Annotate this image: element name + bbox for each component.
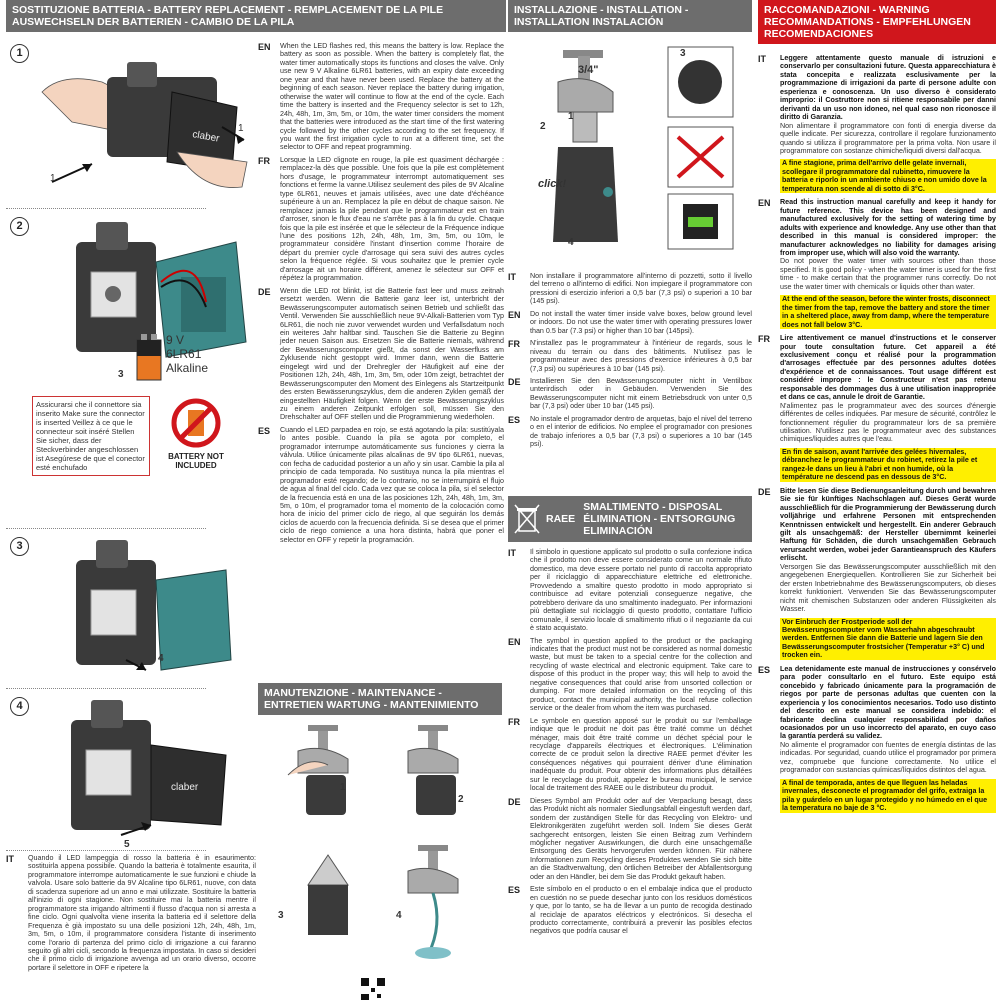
connector-callout: Assicurarsi che il connettore sia inserito Make sure the connector is inserted Veillez à ce que le connecteur soit inséré Stellen Sie sicher, dass der Steckverbinder angeschlossen ist Asegúrese de que el conector esté enchufado [32, 396, 150, 476]
step-separator [6, 208, 206, 209]
maint-step-4: 4 [396, 910, 402, 921]
maint-step-3: 3 [278, 910, 284, 921]
battery-type: 6LR61 [166, 347, 202, 361]
disposal-text-en: EN The symbol in question applied to the product or the packaging indicates that the product must not be considered as normal domestic waste, but must be taken to a special centre for the collection and recycling of waste electrical and electronic equipment. Take care to dispose of this product in the proper way; this will help to avoid the negative consequences that could arise from unsorted collection or dumping. For more detailed information on the recycling of this product, contact the municipal authority, the local refuse collection service or the dealer from whom the item was purchased. [508, 636, 752, 713]
brand-logo: claber [171, 782, 199, 793]
install-step-1: 1 [568, 111, 574, 122]
disposal-texts [508, 548, 752, 940]
step-number-2: 2 [10, 217, 29, 236]
weee-bin-icon [514, 503, 540, 535]
battery-not-included: BATTERY NOT INCLUDED [168, 452, 224, 470]
battery-header-line2: AUSWECHSELN DER BATTERIEN - CAMBIO DE LA PILA [12, 16, 295, 28]
maint-step-2: 2 [458, 794, 464, 805]
step1-illustration [32, 52, 252, 202]
battery-voltage: 9 V [166, 333, 185, 347]
arrow-label-3: 3 [118, 369, 124, 380]
install-step-2: 2 [540, 121, 546, 132]
step-number-1: 1 [10, 44, 29, 63]
click-label: click! [538, 178, 567, 190]
battery-section-header [6, 0, 506, 32]
disposal-text-it: IT Il simbolo in questione applicato sul prodotto o sulla confezione indica che il prodotto non deve essere considerato come un normale rifiuto domestico, ma deve essere portato nel punto di raccolta appropriato per il riciclaggio di apparecchiature elettriche ed elettroniche. Provvedendo a smaltire questo prodotto in modo appropriato si contribuisce ad evitare potenziali conseguenze negative, che potrebbero derivare da uno smaltimento inadeguato. Per informazioni più dettagliate sul riciclaggio di questo prodotto, contattare l'ufficio comunale, il servizio locale di smaltimento rifiuti o il negoziante da cui è stato acquistato. [508, 548, 752, 633]
maintenance-illustration [268, 715, 493, 965]
step-separator [6, 688, 206, 689]
disposal-text-fr: FR Le symbole en question apposé sur le produit ou sur l'emballage indique que le produit ne doit pas être traité comme un déchet ménager, mais doit être traité comme un déchet spécial pour le recyclage d'appareils électriques et électroniques. L'élimination correcte de ce produit selon la directive RAEE permet d'éviter les conséquences négatives qui pourraient dériver d'une élimination inadéquate du produit. Pour obtenir des informations plus détaillées sur le recyclage du produit, appelez le bureau municipal, le service local de traitement des RAEE ou le distributeur du produit. [508, 716, 752, 793]
install-text-en: EN Do not install the water timer inside valve boxes, below ground level or indoors. Do not use the water timer with operating pressures lower than 0.5 bar (7.3 psi) or higher than 10 bar (145psi). [508, 309, 752, 335]
warning-es-highlight: A final de temporada, antes de que lleguen las heladas invernales, desconecte el programador del grifo, extraiga la pila y guárdelo en un lugar protegido y no húmedo en el que la temperatura no baje de 3 °C. [780, 779, 996, 813]
battery-text-es: ES Cuando el LED parpadea en rojo, se está agotando la pila: sustitúyala lo antes posible. Cuando la pila se agota por completo, el programador interrumpe automáticamente sus funciones y cierra la válvula. Utilice únicamente pilas alcalinas de 9V tipo 6LR61, nuevas, con fecha de caducidad posterior a un año y sin usar. Cambie la pila al principio de cada temporada. No sustituya nunca la pila mientras el programador esté regando; de lo contrario, no se interrumpirá el flujo de agua al final del ciclo. Cada vez que se coloca la pila, si el selector de la frecuencia está en una de las posiciones 12h, 24h, 48h, 1m, 3m, 5m, o 10m, el programador toma el momento de la colocación como hora de inicio del primer ciclo de riego, al que seguirán los demás ciclos de acuerdo con la frecuencia definida. Si se desea que el primer ciclo de riego comience a una hora distinta, habrá que poner el selector en OFF y repetir la programación. [258, 425, 504, 544]
installation-illustration [518, 42, 743, 252]
battery-it-paragraph: Quando il LED lampeggia di rosso la batteria è in esaurimento: sostituirla appena possibile. Quando la batteria è totalmente esaurita, il programmatore interrompe automaticamente le sue funzioni e chiude la valvola. Usare solo batterie da 9V Alcaline tipo 6LR61, nuove, con data di scadenza superiore ad un anno e mai utilizzate. Sostituire la batteria all'inizio di ogni stagione. Non sostituire mai la batteria mentre il programmatore sta irrigando altrimenti il flusso d'acqua non si arresta a fine ciclo. Ogni qualvolta viene inserita la batteria ed il selettore della Frequenza è già impostato su una delle posizioni 12h, 24h, 48h, 1m, 3m, 5m, o 10m, il programmatore considera l'istante di inserimento come l'orario di partenza del primo ciclo di irrigazione a cui faranno seguito gli altri cicli, secondo la frequenza impostata. In caso si desideri che il primo ciclo di irrigazione avvenga ad un orario diverso, occorre portare il selettore in OFF e ripetere la [28, 854, 256, 972]
battery-text-it [6, 854, 256, 972]
installation-header: INSTALLAZIONE - INSTALLATION - INSTALLATION INSTALACIÓN [508, 0, 752, 32]
disposal-text-de: DE Dieses Symbol am Produkt oder auf der Verpackung besagt, dass das Produkt nicht als normaler Siedlungsabfall eingestuft werden darf, sondern der zuständigen Stelle für das Recycling von Elektro- und Elektronikgeräten zugeführt werden soll. Indem Sie dieses Gerät sachgerecht entsorgen, leisten Sie einen Beitrag zum Verhindern möglicher negativer Auswirkungen, die durch eine unsachgemäße Entsorgung des Geräts hervorgerufen werden können. Für nähere Informationen zum Recycling dieses Produktes wenden Sie sich bitte an die Stadtverwaltung, den örtlichen Betreiber der Abfallentsorgung oder an den Händler, bei dem Sie das Produkt gekauft haben. [508, 796, 752, 881]
maintenance-section [258, 683, 502, 1000]
install-text-es: ES No instale el programador dentro de arquetas, bajo el nivel del terreno o en el interior de edificios. No emplee el programador con presiones de trabajo inferiores a 0,5 bar (7,3 psi) o superiores a 10 bar (145 psi). [508, 414, 752, 449]
disposal-badge: RAEE [546, 513, 576, 525]
battery-chemistry: Alkaline [166, 361, 209, 375]
install-text-it: IT Non installare il programmatore all'interno di pozzetti, sotto il livello del terreno o all'interno di edifici. Non impiegare il programmatore con pressioni di esercizio inferiori a 0,5 bar (7,3 psi) o superiori a 10 bar (145 psi). [508, 272, 752, 306]
step-number-4: 4 [10, 697, 29, 716]
qr-code-icon [360, 977, 386, 1000]
install-text-de: DE Installieren Sie den Bewässerungscomputer nicht in Ventilbox unterirdisch oder in Gebäuden. Verwenden Sie des Bewässerungscomputer nicht mit einem Betriebsdruck von unter 0,5 bar (7,3 psi) oder über 10 bar (145 psi). [508, 376, 752, 411]
warning-it: IT Leggere attentamente questo manuale di istruzioni e conservarlo per consultazioni future. Questa apparecchiatura è stata concepita e realizzata esclusivamente per la programmazione di irrigazioni da parte di persone adulte con esperienza e conoscenza. Un uso diverso è considerato improprio: il Costruttore non si ritiene responsabile per danni derivanti da un uso non idoneo, nel qual caso non riconosce il diritto di Garanzia. Non alimentare il programmatore con fonti di energia diverse da quelle indicate. Per sicurezza, controllare il regolare funzionamento quando si utilizza il programmatore per la prima volta. Non usare il programmatore con sostanze chimiche/liquidi diversi dall'acqua. A fine stagione, prima dell'arrivo delle gelate invernali, scollegare il programmatore dal rubinetto, rimuovere la batteria e riporlo in un ambiente chiuso e non umido dove la temperatura non scende al di sotto di 3°C. [758, 54, 996, 193]
warning-de: DE Bitte lesen Sie diese Bedienungsanleitung durch und bewahren Sie sie für künftiges Nachschlagen auf. Dieses Gerät wurde ausschließlich für die Programmierung der Bewässerung durch volljährige und erfahrene Personen mit entsprechenden Kenntnissen entwickelt und hergestellt. Ein anderer Gebrauch gilt als unsachgemäß: der Hersteller übernimmt keinerlei Haftung für Schäden, die durch unsachgemäßen Gebrauch verursacht werden, wobei jeder Garantieanspruch des Käufers erlischt. Versorgen Sie das Bewässerungscomputer ausschließlich mit den angegebenen Energiequellen. Kontrollieren Sie zur Sicherheit bei der ersten Inbetriebnahme des Bewässerungscomputers, ob dieses korrekt funktioniert. Verwenden Sie das Bewässerungscomputer nicht mit chemischen Substanzen oder anderen Flüssigkeiten als Wasser. Vor Einbruch der Frostperiode soll der Bewässerungscomputer vom Wasserhahn abgeschraubt werden. Entfernen Sie dann die Batterie und lagern Sie den Bewässerungscomputer frostsicher (Temperatur +3° C) und trocken ein. [758, 486, 996, 660]
disposal-title: SMALTIMENTO - DISPOSAL ÉLIMINATION - ENTSORGUNG ELIMINACIÓN [583, 501, 736, 537]
step-separator [6, 850, 206, 851]
lang-label: IT [6, 854, 14, 864]
battery-text-fr: FR Lorsque la LED clignote en rouge, la pile est quasiment déchargée : remplacez-la dès que possible. Une fois que la pile est complètement hors d'usage, le programmateur interrompt automatiquement ses fonctions et ferme la vanne.Utilisez seulement des piles de 9V Alcaline type 6LR61, neuves et jamais utilisées, avec une date d'échéance supérieure à un an. Remplacez la pile en début de chaque saison. Ne remplacez jamais la pile pendant que le programmateur est en train d'arroser, sinon le flux d'eau ne s'arrête pas à la fin du cycle. Chaque fois que la pile est insérée et que le sélecteur de la Fréquence indique l'une des positions 12h, 24h, 48h, 1m, 3m, 5m, ou 10m, le programmateur considère l'instant d'insertion comme l'horaire de départ du premier cycle d'arrosage qui sera suivi des autres cycles selon la fréquence réglée. Si vous souhaitez que le premier cycle d'arrosage ait un horaire différent, amenez le sélecteur sur OFF et répétez la programmation. [258, 155, 504, 283]
warning-it-highlight: A fine stagione, prima dell'arrivo delle gelate invernali, scollegare il programmatore dal rubinetto, rimuovere la batteria e riporlo in un ambiente chiuso e non umido dove la temperatura non scende al di sotto di 3°C. [780, 159, 996, 193]
installation-section [508, 0, 752, 1000]
warning-en-highlight: At the end of the season, before the winter frosts, disconnect the timer from the tap, remove the battery and store the timer in a sheltered place, away from damp, where the temperature does not fall below 3°C. [780, 295, 996, 329]
install-text-fr: FR N'installez pas le programmateur à l'intérieur de regards, sous le niveau du terrain ou dans des bâtiments. N'utilisez pas le programmateur avec des pressions d'exercice inférieures à 0,5 bar (7,3 psi) ou supérieures à 10 bar (145 psi). [508, 339, 752, 373]
install-step-3: 3 [680, 48, 686, 59]
install-step-4: 4 [568, 237, 574, 248]
disposal-header [508, 496, 752, 542]
disposal-text-es: ES Este símbolo en el producto o en el embalaje indica que el producto en cuestión no se puede desechar junto con los residuos domésticos y que, por lo tanto, se ha de llevar a un punto de recogida destinado al reciclaje de aparatos eléctricos y electrónicos. Si desecha el producto correctamente, contribuirá a prevenir las posibles efectos negativos que podría causar el [508, 885, 752, 936]
step4-illustration [61, 700, 261, 850]
arrow-label-1b: 1 [50, 173, 56, 184]
warning-de-highlight: Vor Einbruch der Frostperiode soll der Bewässerungscomputer vom Wasserhahn abgeschraubt werden. Entfernen Sie dann die Batterie und lagern Sie den Bewässerungscomputer frostsicher (Temperatur +3° C) und trocken ein. [780, 618, 996, 660]
thread-dimension: 3/4" [578, 64, 599, 76]
battery-text-en: EN When the LED flashes red, this means the battery is low. Replace the battery as soon as possible. When the battery is completely flat, the water timer automatically stops its functions and closes the valve. Only use new 9 V Alkaline 6LR61 batteries, with an expiry date exceeding one year and that have never been used. Replace the battery at the beginning of each season. Never replace the battery during irrigation, otherwise the water will continue to flow at the end of the cycle. Each time the battery is inserted and the Frequency selector is set to 12h, 24h, 48h, 1m, 3m, 5m, or 10m, the water timer considers the moment that the batteries were introduced as the start time of the first watering cycle followed by the other cycles according to the set frequency. If you want the first irrigation cycle to run at a different time, set the selector to OFF and repeat programming. [258, 42, 504, 152]
warnings-section [758, 0, 996, 1000]
step-separator [6, 528, 206, 529]
warning-es: ES Lea detenidamente este manual de instrucciones y consérvelo para poder consultarlo en el futuro. Este equipo está concebido y fabricado únicamente para la programación de riegos por parte de personas adultas que cuenten con la experiencia y los conocimientos necesarios. Todo uso distinto del descrito en este manual se considera indebido: el fabricante declina cualquier responsabilidad por daños ocasionados por un uso incorrecto del aparato, en cuyo caso la garantía perderá su validez. No alimente el programador con fuentes de energía distintas de las indicadas. Por seguridad, cuando utilice el programador por primera vez, compruebe que funcione correctamente. No utilice el programador con sustancias químicas/líquidos distintos del agua. A final de temporada, antes de que lleguen las heladas invernales, desconecte el programador del grifo, extraiga la pila y guárdelo en un lugar protegido y no húmedo en el que la temperatura no baje de 3 °C. [758, 664, 996, 813]
warning-fr: FR Lire attentivement ce manuel d'instructions et le conserver pour toute consultation future. Cet appareil a été exclusivement conçu et réalisé pour la programmation d'arrosages effectuée par des personnes adultes dotées d'expérience et de connaissances. Tout usage différent est considéré impropre : le Constructeur n'est pas retenu responsable des dommages dus à une utilisation inappropriée et dans ce cas, annule le droit de Garantie. N'alimentez pas le programmateur avec des sources d'énergie différentes de celles indiquées. Par mesure de sécurité, contrôlez le fonctionnement régulier du programmateur lors de sa première utilisation. N'utilisez pas le programmateur avec des substances chimiques/liquides autres que l'eau. En fin de saison, avant l'arrivée des gelées hivernales, débranchez le programmateur du robinet, retirez la pile et rangez-le dans un lieu à l'abri et non humide, où la température ne descend pas en dessous de 3°C. [758, 334, 996, 482]
installation-texts [508, 272, 752, 453]
maint-step-1: 1 [340, 782, 346, 793]
warning-fr-highlight: En fin de saison, avant l'arrivée des gelées hivernales, débranchez le programmateur du robinet, retirez la pile et rangez-le dans un lieu à l'abri et non humide, où la température ne descend pas en dessous de 3°C. [780, 448, 996, 482]
arrow-label-5: 5 [124, 839, 130, 850]
brand-logo: claber [191, 129, 221, 145]
battery-not-included-icon [171, 398, 221, 448]
battery-text-de: DE Wenn die LED rot blinkt, ist die Batterie fast leer und muss zeitnah ersetzt werden. Wenn die Batterie ganz leer ist, unterbricht der Bewässerungscomputer automatisch seinen Betrieb und schließt das Ventil. Verwenden Sie ausschließlich neue 9V-Alkali-Batterien vom Typ 6LR61, die noch nie zuvor verwendet wurden und Verfallsdatum noch ein weiteres Jahr haltbar sind. Tauschen Sie die Batterie zu Beginn jeder neuen Saison aus. Ersetzen Sie die Batterie niemals, während der Bewässerungscomputer gießt, da sonst der Wasserfluss am Zyklusende nicht gestoppt wird. Immer dann, wenn die Batterie eingelegt wird und der Drehregler der Häufigkeit auf eine der Positionen 12h, 24h, 48h, 1m, 3m, 5m, oder 10m zeigt, betrachtet der Bewässerungscomputer den Moment des Einlegens als Startzeitpunkt des ersten Bewässerungszyklus, dem die anderen Zyklen gemäß der eingestellten Häufigkeit folgen. Wenn der erste Bewässerungszyklus zu einem anderen Zeitpunkt erfolgen soll, müssen Sie den Drehschalter auf OFF stellen und die Programmierung wiederholen. [258, 286, 504, 422]
warning-texts [758, 44, 996, 813]
warning-en: EN Read this instruction manual carefully and keep it handy for future reference. This device has been designed and manufactured exclusively for the setting of watering time by adults with experience and knowledge. Any use other than that described in this manual is considered improper: the manufacturer acknowledges no liability for damages arising from improper use, which will also void the warranty. Do not power the water timer with sources other than those specified. It is good policy - when the water timer is used for the first time - to make certain that the programmer runs correctly. Do not use the water timer with chemicals or liquids other than water. At the end of the season, before the winter frosts, disconnect the timer from the tap, remove the battery and store the timer in a sheltered place, away from damp, where the temperature does not fall below 3°C. [758, 198, 996, 329]
step3-illustration [66, 540, 246, 680]
battery-icon [134, 332, 164, 382]
maintenance-header: MANUTENZIONE - MAINTENANCE - ENTRETIEN WARTUNG - MANTENIMIENTO [258, 683, 502, 715]
warnings-header: RACCOMANDAZIONI - WARNING RECOMMANDATIONS - EMPFEHLUNGEN RECOMENDACIONES [758, 0, 996, 44]
battery-text-column [258, 42, 504, 548]
step-number-3: 3 [10, 537, 29, 556]
arrow-label-4: 4 [158, 653, 164, 664]
battery-header-line1: SOSTITUZIONE BATTERIA - BATTERY REPLACEMENT - REMPLACEMENT DE LA PILE [12, 4, 444, 16]
arrow-label-1a: 1 [238, 123, 244, 134]
